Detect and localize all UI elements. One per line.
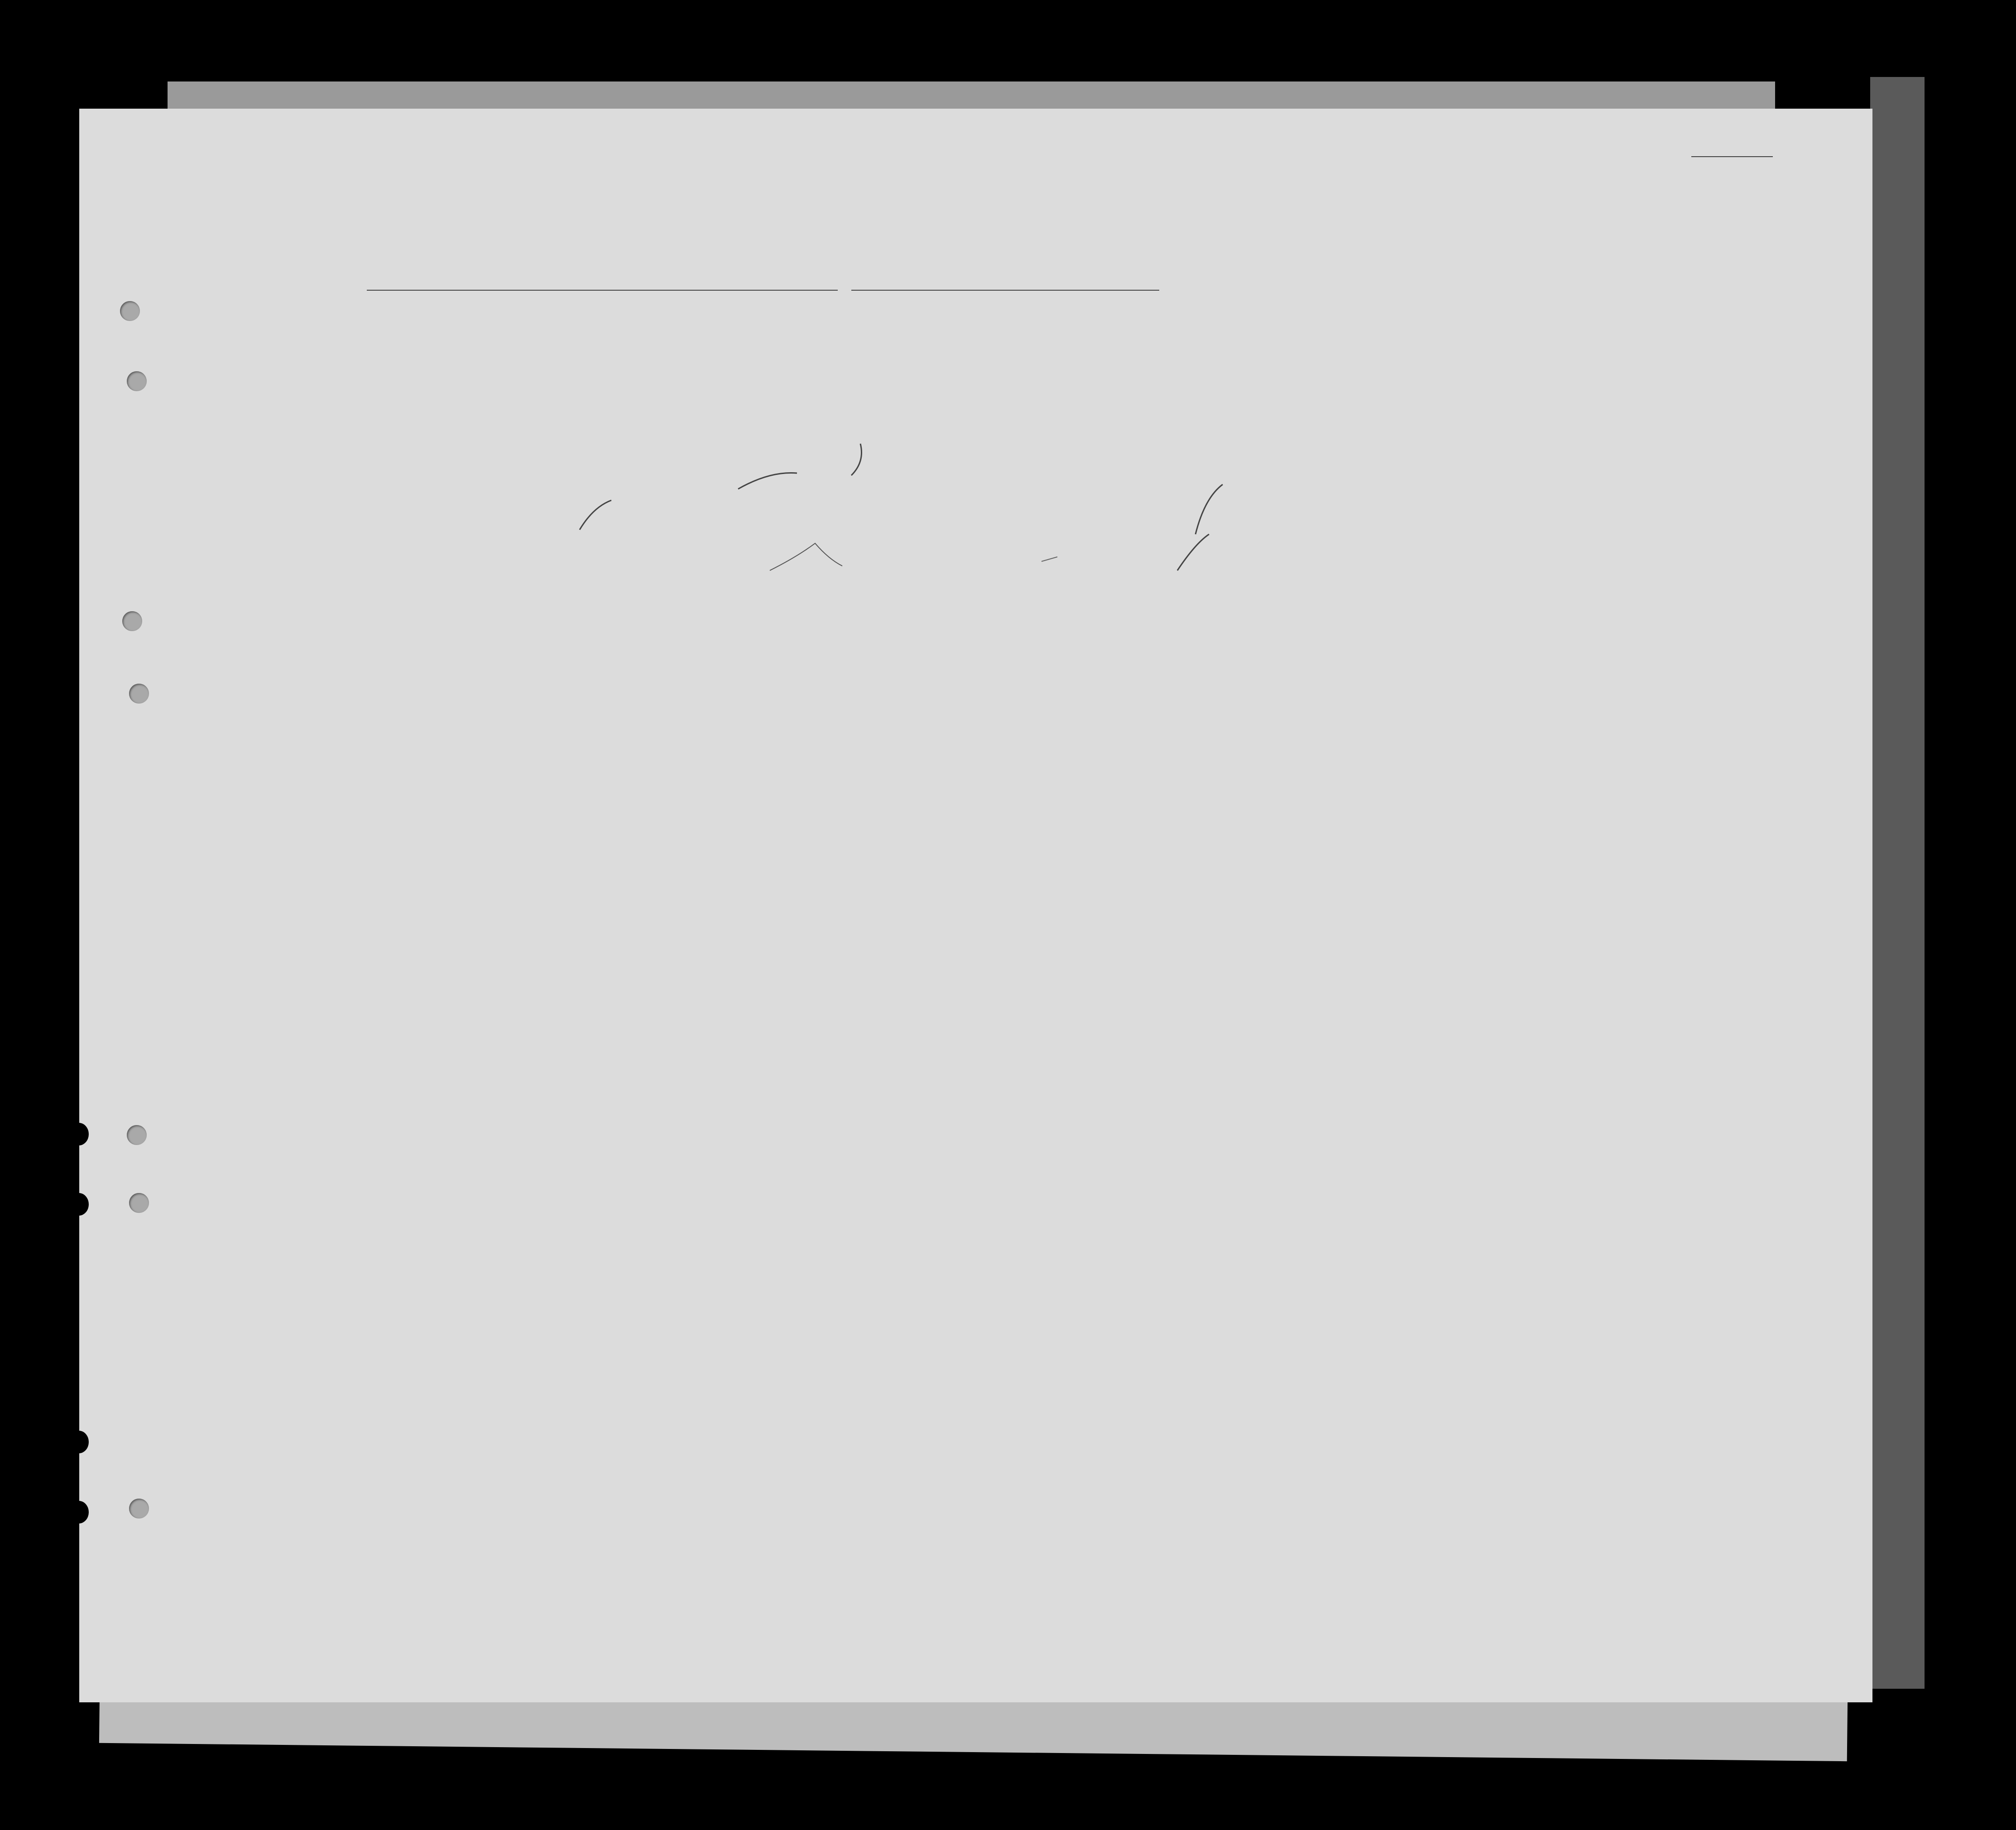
check-mark (851, 444, 862, 475)
dash-mark (1042, 557, 1057, 561)
check-mark (580, 500, 611, 530)
check-mark (738, 473, 797, 489)
check-mark (1195, 484, 1223, 534)
check-mark (1177, 534, 1209, 570)
scribble-mark (770, 543, 842, 570)
